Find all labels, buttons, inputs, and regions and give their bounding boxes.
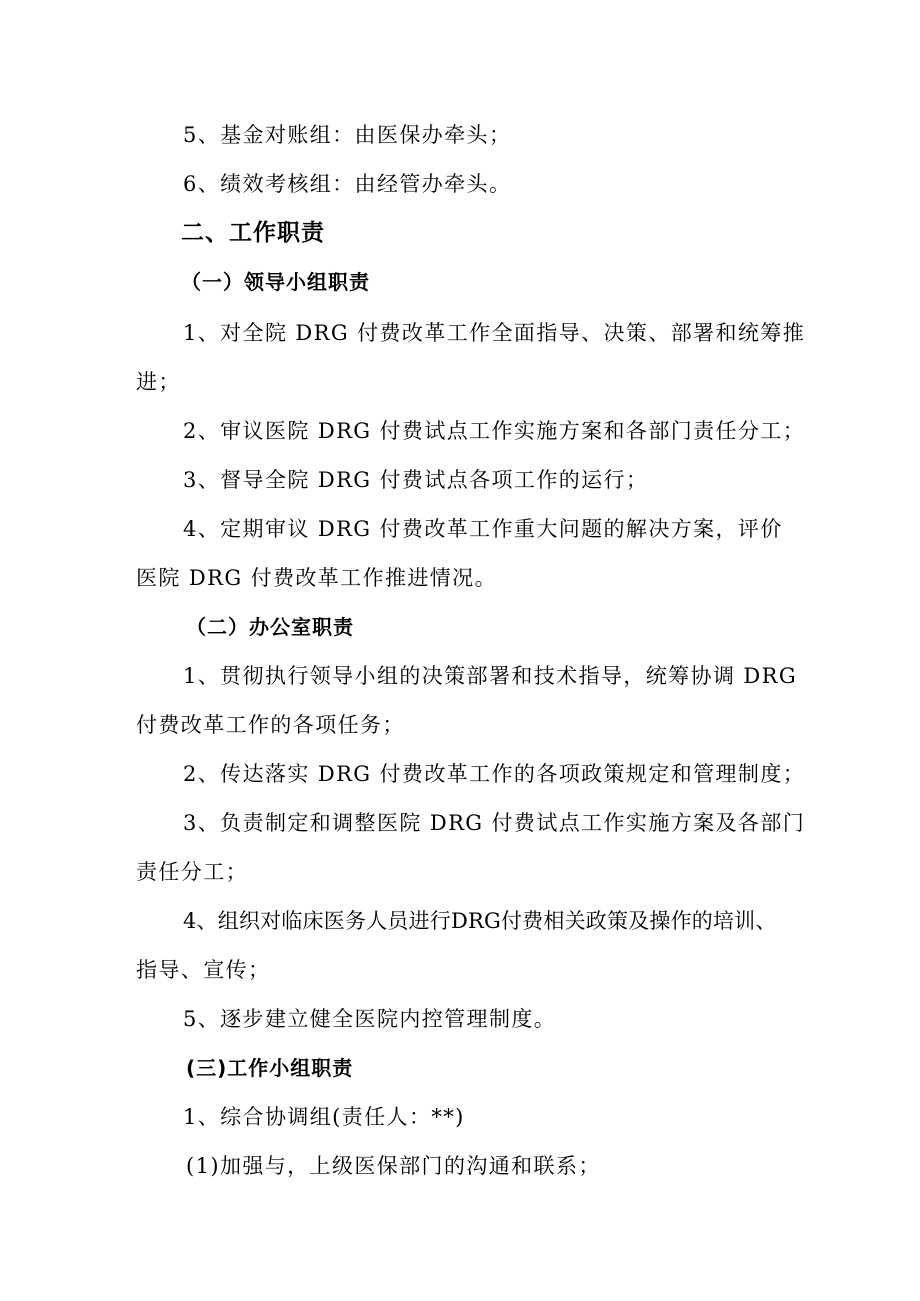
paragraph-line: 5、基金对账组：由医保办牵头； [183,123,512,147]
subsection-heading: (三)工作小组职责 [186,1056,354,1080]
subsection-heading: （一）领导小组职责 [181,270,370,294]
paragraph-line: 2、传达落实 DRG 付费改革工作的各项政策规定和管理制度； [183,762,806,786]
paragraph-line: 4、定期审议 DRG 付费改革工作重大问题的解决方案，评价 [183,517,783,541]
paragraph-line: 4、组织对临床医务人员进行DRG付费相关政策及操作的培训、 [183,909,777,933]
paragraph-line: 进； [136,370,181,394]
paragraph-line: 3、负责制定和调整医院 DRG 付费试点工作实施方案及各部门 [183,811,806,835]
paragraph-line: 医院 DRG 付费改革工作推进情况。 [136,566,497,590]
paragraph-line: 2、审议医院 DRG 付费试点工作实施方案和各部门责任分工； [183,419,806,443]
paragraph-line: (1)加强与，上级医保部门的沟通和联系； [186,1154,601,1178]
paragraph-line: 6、绩效考核组：由经管办牵头。 [183,172,512,196]
paragraph-line: 1、贯彻执行领导小组的决策部署和技术指导，统筹协调 DRG [183,664,798,688]
section-heading: 二、工作职责 [181,220,325,246]
paragraph-line: 3、督导全院 DRG 付费试点各项工作的运行； [183,468,649,492]
paragraph-line: 1、对全院 DRG 付费改革工作全面指导、决策、部署和统筹推 [183,321,806,345]
paragraph-line: 1、综合协调组(责任人：**) [183,1105,465,1129]
paragraph-line: 5、逐步建立健全医院内控管理制度。 [183,1007,557,1031]
paragraph-line: 指导、宣传； [136,958,271,982]
subsection-heading: （二）办公室职责 [186,615,354,639]
paragraph-line: 责任分工； [136,860,248,884]
paragraph-line: 付费改革工作的各项任务； [136,713,405,737]
